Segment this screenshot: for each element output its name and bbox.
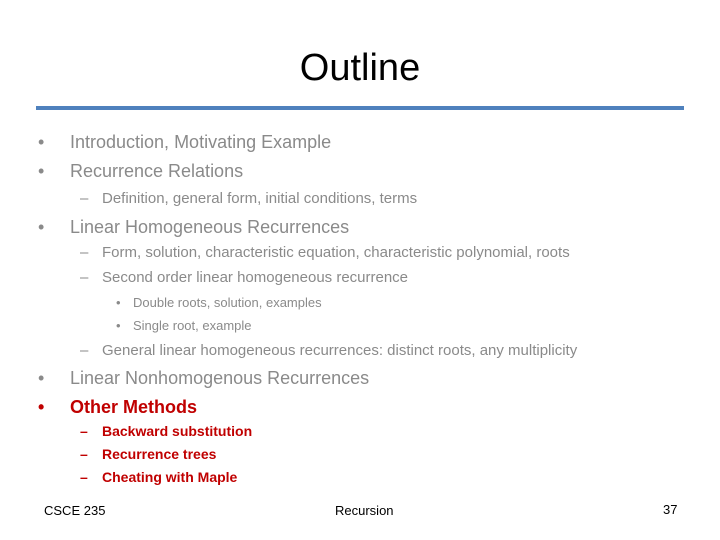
- outline-subitem-label: Definition, general form, initial conditions, terms: [102, 190, 418, 207]
- outline-subsubitem-label: Single root, example: [133, 318, 252, 333]
- dash-marker: –: [80, 469, 88, 485]
- bullet-marker: •: [38, 397, 45, 417]
- outline-subitem-label: Backward substitution: [102, 423, 253, 439]
- title-underline: [36, 106, 684, 110]
- dash-marker: –: [80, 423, 88, 439]
- page-number: 37: [663, 502, 678, 517]
- bullet-marker: •: [38, 132, 45, 152]
- bullet-marker: •: [116, 295, 121, 310]
- slide-title: Outline: [299, 47, 421, 89]
- footer-course: CSCE 235: [44, 503, 106, 518]
- dash-marker: –: [80, 269, 89, 286]
- bullet-marker: •: [38, 161, 45, 181]
- dash-marker: –: [80, 446, 88, 462]
- outline-subsubitem-label: Double roots, solution, examples: [133, 295, 322, 310]
- outline-subitem-label: Recurrence trees: [102, 446, 217, 462]
- outline-item-label: Other Methods: [70, 397, 198, 417]
- dash-marker: –: [80, 190, 89, 207]
- outline-subitem-label: General linear homogeneous recurrences: distinct roots, any multiplicity: [102, 342, 578, 359]
- footer-topic: Recursion: [335, 503, 394, 518]
- outline-item-label: Linear Homogeneous Recurrences: [70, 217, 350, 237]
- dash-marker: –: [80, 244, 89, 261]
- bullet-marker: •: [38, 217, 45, 237]
- outline-subitem-label: Form, solution, characteristic equation, characteristic polynomial, roots: [102, 244, 570, 261]
- bullet-marker: •: [116, 318, 121, 333]
- outline-subitem-label: Second order linear homogeneous recurrence: [102, 269, 409, 286]
- dash-marker: –: [80, 342, 89, 359]
- outline-item-label: Linear Nonhomogenous Recurrences: [70, 368, 370, 388]
- bullet-marker: •: [38, 368, 45, 388]
- outline-subitem-label: Cheating with Maple: [102, 469, 238, 485]
- outline-item-label: Introduction, Motivating Example: [70, 132, 332, 152]
- outline-item-label: Recurrence Relations: [70, 161, 244, 181]
